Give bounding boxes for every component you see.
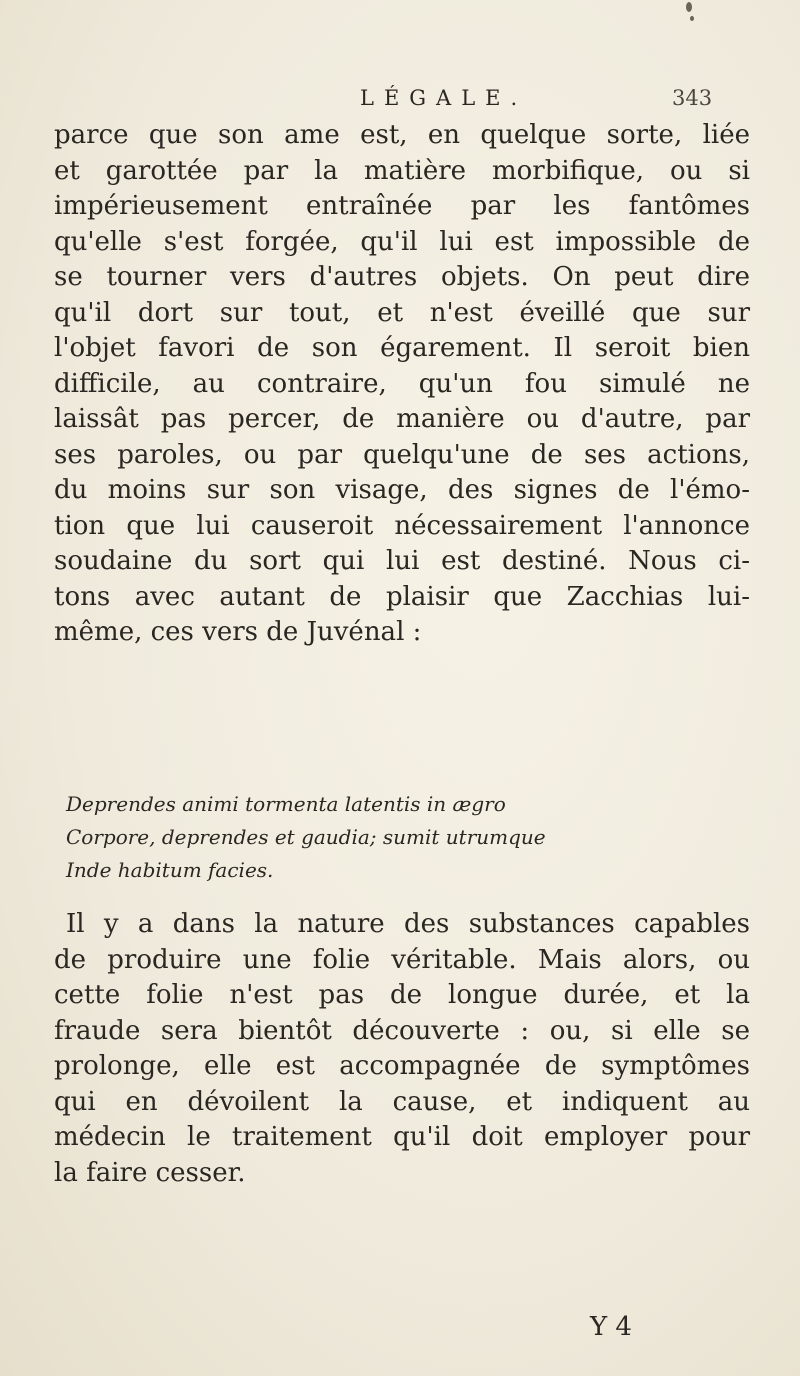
latin-quote <box>66 788 706 887</box>
text-line: la faire cesser. <box>54 1157 246 1188</box>
running-head <box>0 86 800 116</box>
page-number: 343 <box>672 86 713 110</box>
text-line: ses paroles, ou par quelqu'une de ses actions, <box>54 439 750 470</box>
paragraph-1 <box>54 118 750 651</box>
text-line: parce que son ame est, en quelque sorte, liée <box>54 120 750 150</box>
text-line: fraude sera bientôt découverte : ou, si elle se <box>54 1015 750 1046</box>
text-line: même, ces vers de Juvénal : <box>54 617 422 647</box>
text-line: qui en dévoilent la cause, et indiquent au <box>54 1086 750 1117</box>
text-line: laissât pas percer, de manière ou d'autre, par <box>54 404 750 434</box>
text-line: tion que lui causeroit nécessairement l'annonce <box>54 510 750 541</box>
text-line: prolonge, elle est accompagnée de symptômes <box>54 1051 750 1081</box>
paragraph-2 <box>54 907 750 1191</box>
text-line: tons avec autant de plaisir que Zacchias lui- <box>54 581 750 612</box>
text-line: Il y a dans la nature des substances capables <box>66 909 750 939</box>
text-line: difficile, au contraire, qu'un fou simulé ne <box>54 368 750 399</box>
text-line: et garottée par la matière morbifique, ou si <box>54 155 750 186</box>
running-title: LÉGALE. <box>360 86 528 110</box>
text-line: cette folie n'est pas de longue durée, et la <box>54 980 750 1010</box>
text-line: qu'il dort sur tout, et n'est éveillé que sur <box>54 297 750 328</box>
signature-mark: Y 4 <box>590 1312 632 1342</box>
text-line: soudaine du sort qui lui est destiné. Nous ci- <box>54 546 750 576</box>
text-line: du moins sur son visage, des signes de l'émo- <box>54 475 750 505</box>
text-line: médecin le traitement qu'il doit employer pour <box>54 1122 750 1152</box>
quote-line: Inde habitum facies. <box>66 858 274 882</box>
ink-spot <box>690 16 694 21</box>
text-line: l'objet favori de son égarement. Il seroit bien <box>54 333 750 363</box>
text-line: impérieusement entraînée par les fantômes <box>54 191 750 221</box>
ink-spot <box>686 2 692 12</box>
text-line: de produire une folie véritable. Mais alors, ou <box>54 944 750 975</box>
text-line: qu'elle s'est forgée, qu'il lui est impossible de <box>54 226 750 257</box>
text-line: se tourner vers d'autres objets. On peut dire <box>54 262 750 292</box>
quote-line: Deprendes animi tormenta latentis in ægro <box>66 792 506 816</box>
quote-line: Corpore, deprendes et gaudia; sumit utrumque <box>66 825 546 849</box>
